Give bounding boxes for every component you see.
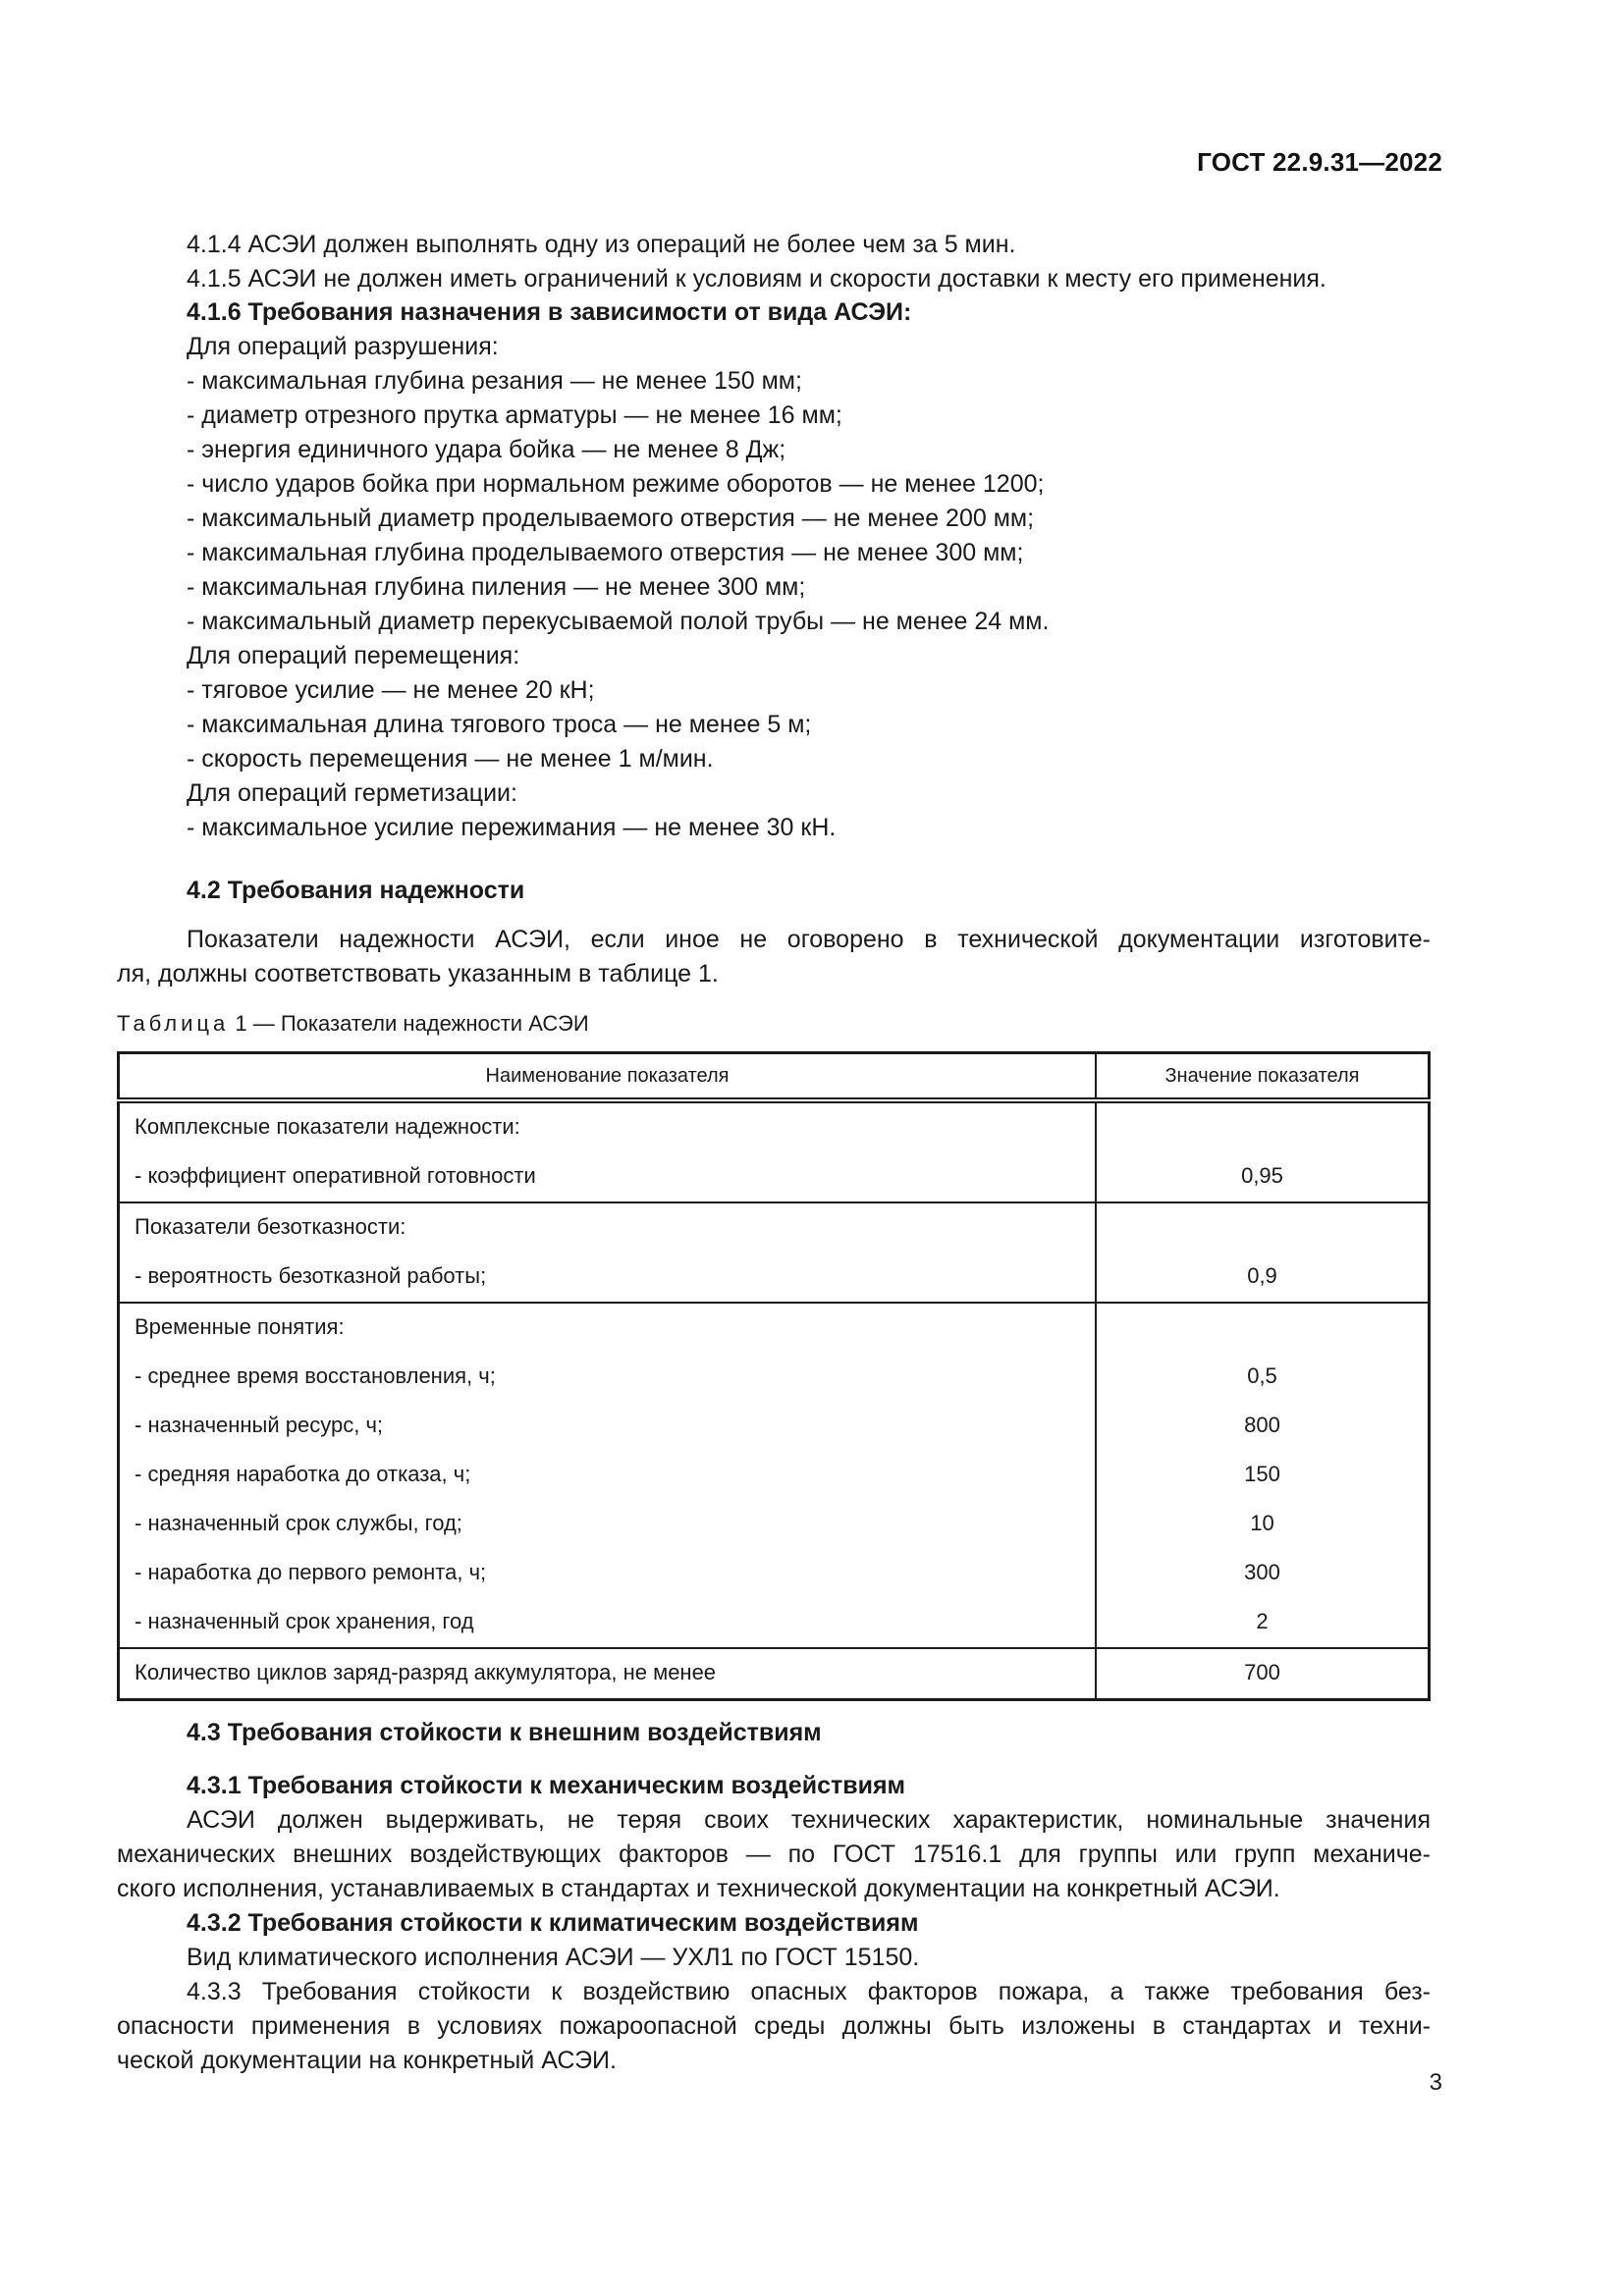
value-cell [1096,1648,1430,1700]
indicator-name: Количество циклов заряд-разряд аккумулятора, не менее [135,1660,717,1684]
column-header-value: Значение показателя [1164,1065,1360,1087]
value-cell [1096,1202,1430,1303]
indicator-value: 0,9 [1247,1263,1277,1288]
section-4-3-title: 4.3 Требования стойкости к внешним воздействиям [187,1719,822,1746]
destruction-heading: Для операций разрушения: [187,333,499,360]
indicator-name: - среднее время восстановления, ч; [135,1363,496,1388]
group-heading: Временные понятия: [135,1314,345,1339]
section-4-3-1-title: 4.3.1 Требования стойкости к механическим воздействиям [187,1772,906,1799]
table-caption-word: Таблица [117,1011,230,1036]
clause-4-1-5: 4.1.5 АСЭИ не должен иметь ограничений к условиям и скорости доставки к месту его применения. [187,265,1326,293]
indicator-name: - вероятность безотказной работы; [135,1263,487,1288]
list-item: - максимальная глубина пиления — не менее 300 мм; [187,573,806,601]
value-cell [1096,1100,1430,1202]
group-heading: Комплексные показатели надежности: [135,1114,520,1139]
section-4-3-3-line1: 4.3.3 Требования стойкости к воздействию опасных факторов пожара, а также требования без- [187,1978,1431,2005]
standard-code: ГОСТ 22.9.31—2022 [1197,147,1442,177]
table-header-row [119,1053,1430,1101]
indicator-value: 700 [1244,1660,1280,1684]
indicator-name: - средняя наработка до отказа, ч; [135,1462,471,1486]
name-cell [119,1100,1097,1202]
list-item: - максимальное усилие пережимания — не менее 30 кН. [187,814,837,841]
list-item: - максимальная глубина резания — не менее 150 мм; [187,367,802,395]
indicator-value [1111,1304,1413,1353]
list-item: - тяговое усилие — не менее 20 кН; [187,676,595,704]
clause-4-1-4: 4.1.4 АСЭИ должен выполнять одну из операций не более чем за 5 мин. [187,231,1016,258]
section-4-3-1-line3: ского исполнения, устанавливаемых в стандартах и технической документации на конкретный АСЭИ. [117,1875,1280,1902]
name-cell [119,1303,1097,1648]
section-4-3-1-line1: АСЭИ должен выдерживать, не теряя своих технических характеристик, номинальные значения [187,1806,1431,1834]
list-item: - энергия единичного удара бойка — не менее 8 Дж; [187,436,786,463]
column-header-name: Наименование показателя [119,1053,1097,1101]
table-caption-title: 1 — Показатели надежности АСЭИ [235,1011,589,1036]
list-item: - максимальная глубина проделываемого отверстия — не менее 300 мм; [187,539,1024,566]
section-4-3-1-line2: механических внешних воздействующих факторов — по ГОСТ 17516.1 для группы или групп механиче- [117,1841,1431,1868]
indicator-value [1111,1103,1413,1152]
list-item: - диаметр отрезного прутка арматуры — не менее 16 мм; [187,401,842,429]
indicator-value: 0,95 [1241,1163,1283,1188]
indicator-name: - назначенный ресурс, ч; [135,1413,384,1437]
section-4-3-3-line2: опасности применения в условиях пожароопасной среды должны быть изложены в стандартах и техни- [117,2012,1431,2040]
indicator-value: 800 [1244,1413,1280,1437]
list-item: - максимальный диаметр перекусываемой полой трубы — не менее 24 мм. [187,608,1050,635]
table-row-group-complex [119,1100,1430,1202]
movement-heading: Для операций перемещения: [187,642,520,669]
clause-4-1-6-heading: 4.1.6 Требования назначения в зависимости от вида АСЭИ: [187,298,912,326]
indicator-value [1111,1203,1413,1253]
indicator-name: - назначенный срок службы, год; [135,1511,462,1535]
reliability-table [117,1051,1431,1701]
section-4-2-paragraph-line2: ля, должны соответствовать указанным в таблице 1. [117,960,719,988]
table-row-group-time [119,1303,1430,1648]
indicator-name: - назначенный срок хранения, год [135,1609,474,1633]
table-row-battery-cycles [119,1648,1430,1700]
section-4-2-paragraph-line1: Показатели надежности АСЭИ, если иное не оговорено в технической документации изготовите- [187,926,1431,953]
indicator-value: 2 [1256,1609,1269,1633]
value-cell [1096,1303,1430,1648]
list-item: - число ударов бойка при нормальном режиме оборотов — не менее 1200; [187,470,1045,498]
indicator-value: 10 [1250,1511,1274,1535]
group-heading: Показатели безотказности: [135,1214,406,1239]
section-4-2-title: 4.2 Требования надежности [187,877,525,904]
name-cell [119,1648,1097,1700]
list-item: - скорость перемещения — не менее 1 м/мин. [187,745,714,773]
page-number: 3 [1429,2069,1442,2096]
section-4-3-2-line1: Вид климатического исполнения АСЭИ — УХЛ1 по ГОСТ 15150. [187,1944,920,1971]
section-4-3-3-line3: ческой документации на конкретный АСЭИ. [117,2047,617,2074]
list-item: - максимальный диаметр проделываемого отверстия — не менее 200 мм; [187,505,1035,532]
name-cell [119,1202,1097,1303]
table-caption [117,1009,589,1039]
indicator-name: - наработка до первого ремонта, ч; [135,1560,487,1584]
table-row-group-reliability [119,1202,1430,1303]
indicator-value: 300 [1244,1560,1280,1584]
section-4-3-2-title: 4.3.2 Требования стойкости к климатическим воздействиям [187,1909,919,1937]
indicator-name: - коэффициент оперативной готовности [135,1163,536,1188]
indicator-value: 150 [1244,1462,1280,1486]
sealing-heading: Для операций герметизации: [187,779,517,807]
indicator-value: 0,5 [1247,1363,1277,1388]
list-item: - максимальная длина тягового троса — не менее 5 м; [187,711,812,738]
